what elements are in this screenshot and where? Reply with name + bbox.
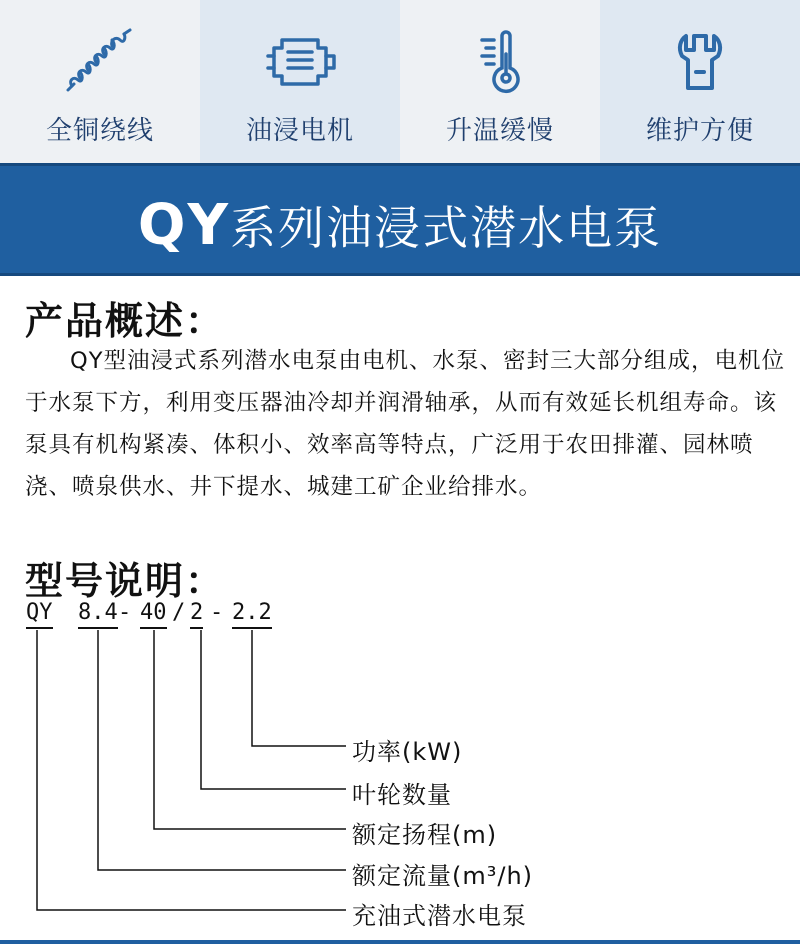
code-dash: - — [118, 600, 132, 625]
code-power: 2.2 — [232, 600, 272, 629]
code-stages: 2 — [190, 600, 203, 629]
title-product-name: 系列油浸式潜水电泵 — [230, 201, 663, 255]
meaning-power: 功率(kW) — [352, 738, 463, 766]
feature-oil-immersed-motor — [200, 0, 400, 163]
code-dash: - — [210, 600, 224, 625]
model-heading: 型号说明： — [25, 559, 226, 603]
overview-paragraph: QY型油浸式系列潜水电泵由电机、水泵、密封三大部分组成，电机位于水泵下方，利用变压器油冷却并润滑轴承，从而有效延长机组寿命。该泵具有机构紧凑、体积小、效率高等特点，广泛用于农田排灌、园林喷浇、喷泉供水、井下提水、城建工矿企业给排水。 — [25, 348, 785, 500]
feature-label: 油浸电机 — [245, 116, 354, 146]
title-series-code: QY — [137, 193, 231, 258]
feature-label: 升温缓慢 — [445, 116, 554, 146]
meaning-series: 充油式潜水电泵 — [352, 902, 527, 930]
code-series: QY — [26, 600, 53, 629]
code-slash: / — [172, 600, 186, 625]
feature-copper-winding — [0, 0, 200, 163]
page-title — [0, 192, 800, 258]
code-head: 40 — [140, 600, 167, 629]
title-banner — [0, 163, 800, 276]
motor-icon — [260, 28, 340, 96]
thermometer-icon — [460, 28, 540, 96]
meaning-flow: 额定流量(m³/h) — [352, 862, 534, 890]
feature-strip — [0, 0, 800, 163]
bottom-divider — [0, 940, 800, 944]
meaning-stages: 叶轮数量 — [352, 781, 452, 809]
overview-heading: 产品概述： — [25, 299, 226, 343]
copper-coil-icon — [60, 28, 140, 96]
feature-label: 维护方便 — [645, 116, 754, 146]
feature-slow-temperature-rise — [400, 0, 600, 163]
feature-label: 全铜绕线 — [45, 116, 154, 146]
wrench-icon — [660, 28, 740, 96]
feature-easy-maintenance — [600, 0, 800, 163]
meaning-head: 额定扬程(m) — [352, 821, 498, 849]
code-flow: 8.4 — [78, 600, 118, 629]
